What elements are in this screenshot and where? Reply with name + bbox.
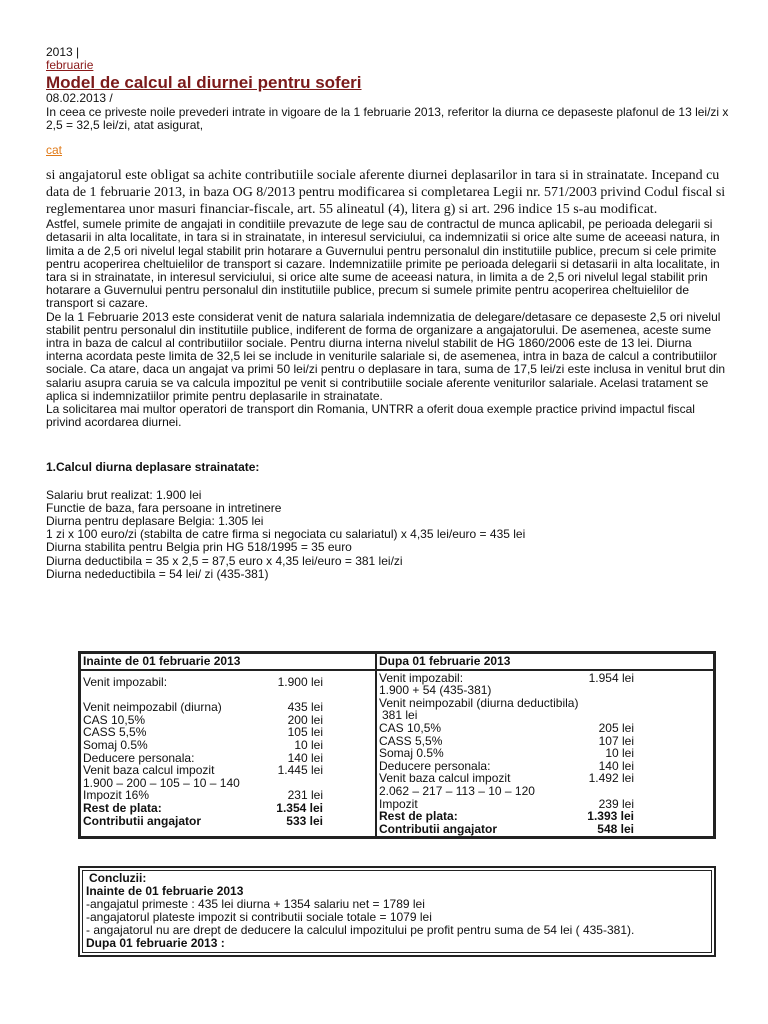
conclusions-before-title: Inainte de 01 februarie 2013 [86,884,244,898]
table-row: Rest de plata: 1.354 lei [83,800,323,815]
before-column [80,670,376,838]
paragraph-serif: si angajatorul este obligat sa achite contributiile sociale aferente diurnei deplasarilor in tara si in strainatate. Incepand cu data de 1 februarie 2013, in baza OG 8/2013 pentru modificarea si completarea Legii nr. 571/2003 privind Codul fiscal si reglementarea unor masuri financiar-fiscale, art. 55 alineatul (4), litera g) si art. 296 indice 15 s-au modificat. [46,168,726,218]
conclusions-title: Concluzii: [89,871,147,885]
info-line: Diurna stabilita pentru Belgia prin HG 518/1995 = 35 euro [46,540,352,555]
year-line: 2013 | [46,45,80,59]
table-row: Venit impozabil: 1.954 lei [379,670,634,685]
table-row: 381 lei [382,708,418,723]
list-item: -angajatul primeste : 435 lei diurna + 1354 salariu net = 1789 lei [86,897,425,911]
info-line: Diurna nedeductibila = 54 lei/ zi (435-381) [46,566,269,581]
conclusions-after-title: Dupa 01 februarie 2013 : [86,936,225,950]
table-row: 1.900 + 54 (435-381) [379,683,492,698]
info-line: 1 zi x 100 euro/zi (stabilta de catre firma si negociata cu salariatul) x 4,35 lei/euro = 435 lei [46,527,526,542]
table-row: Impozit 239 lei [379,796,634,811]
table-row: Deducere personala: 140 lei [379,758,634,773]
table-row: CASS 5,5% 105 lei [83,725,323,740]
table-row: 2.062 – 217 – 113 – 10 – 120 [379,783,535,798]
paragraph-4: La solicitarea mai multor operatori de transport din Romania, UNTRR a oferit doua exemple practice privind impactul fiscal privind acordarea diurnei. [46,402,695,430]
table-row: Rest de plata: 1.393 lei [379,809,634,824]
table-row: Contributii angajator 548 lei [379,821,634,836]
section-title: 1.Calcul diurna deplasare strainatate: [46,460,260,475]
table-row: CASS 5,5% 107 lei [379,733,634,748]
table-row: Deducere personala: 140 lei [83,750,323,765]
info-line: Salariu brut realizat: 1.900 lei [46,487,202,502]
list-item: - angajatorul nu are drept de deducere la calculul impozitului pe profit pentru suma de 54 lei ( 435-381). [86,923,635,937]
header-after: Dupa 01 februarie 2013 [376,653,714,670]
paragraph-3: De la 1 Februarie 2013 este considerat venit de natura salariala indemnizatia de delegare/detasare ce depaseste 2,5 ori nivelul stabilit pentru personalul din institutiile publice, indiferent de forma de organizare a angajatorului. De asemenea, aceste sume intra in baza de calcul al contributiilor sociale. Pentru diurna interna nivelul stabilit de HG 1860/2006 este de 13 lei. Diurna interna acordata peste limita de 32,5 lei se include in veniturile salariale si, de asemenea, intra in baza de calcul a contributiilor sociale. Ca atare, daca un angajat va primi 50 lei/zi pentru o deplasare in tara, suma de 17,5 lei/zi este inclusa in venitul brut din salariu asupra caruia se va calcula impozitul pe venit si contributiile sociale aferente veniturilor salariale. Acelasi tratament se aplica si indemnizatiilor primite pentru deplasarile in strainatate. [46,309,726,403]
table-row: Venit neimpozabil (diurna deductibila) [379,695,579,710]
table-row: Venit impozabil: 1.900 lei [83,674,323,689]
header-before: Inainte de 01 februarie 2013 [80,653,376,670]
table-row: Impozit 16% 231 lei [83,788,323,803]
article-content [46,46,730,581]
info-line: Functie de baza, fara persoane in intretinere [46,500,282,515]
table-row: Contributii angajator 533 lei [83,813,323,828]
table-row: Somaj 0.5% 10 lei [83,737,323,752]
conclusions-box [78,866,716,957]
table-row: CAS 10,5% 200 lei [83,712,323,727]
table-row: Somaj 0.5% 10 lei [379,746,634,761]
list-item: -angajatorul plateste impozit si contributii sociale totale = 1079 lei [86,910,432,924]
comparison-table [78,651,716,839]
article-title[interactable]: Model de calcul al diurnei pentru soferi [46,73,362,93]
paragraph-intro: In ceea ce priveste noile prevederi intrate in vigoare de la 1 februarie 2013, referitor la diurna ce depaseste plafonul de 13 lei/zi x 2,5 = 32,5 lei/zi, atat asigurat, [46,104,729,132]
table-row: Venit baza calcul impozit 1.492 lei [379,771,634,786]
paragraph-2: Astfel, sumele primite de angajati in conditiile prevazute de lege sau de contractul de munca aplicabil, pe perioada delegarii si detasarii in alta localitate, in tara si in strainatate, in interesul serviciului, ca indemnizatii si orice alte sume de aceeasi natura, in limita a de 2,5 ori nivelul legal stabilit prin hotarare a Guvernului pentru personalul din institutiile publice, precum si cele primite pentru acoperirea cheltuielilor de transport si cazare. Indemnizatiile primite pe perioada delegarii si detasarii in alta localitate, in tara si in strainatate, in interesul serviciului, si orice alte sume de aceeasi natura, in limita a de 2,5 ori nivelul legal stabilit prin hotarare a Guvernului pentru personalul din institutiile publice, precum si sumele primite pentru acoperirea cheltuielilor de transport si cazare. [46,217,720,311]
info-line: Diurna pentru deplasare Belgia: 1.305 lei [46,514,264,529]
cat-link[interactable]: cat [46,143,63,158]
table-row: CAS 10,5% 205 lei [379,720,634,735]
info-line: Diurna deductibila = 35 x 2,5 = 87,5 euro x 4,35 lei/euro = 381 lei/zi [46,553,403,568]
table-row: 1.900 – 200 – 105 – 10 – 140 [83,775,240,790]
month-link[interactable]: februarie [46,58,94,73]
after-column [376,670,714,838]
article-date: 08.02.2013 / [46,91,113,106]
table-row: Venit neimpozabil (diurna) 435 lei [83,700,323,715]
conclusions-cell [82,870,712,953]
table-row: Venit baza calcul impozit 1.445 lei [83,763,323,778]
